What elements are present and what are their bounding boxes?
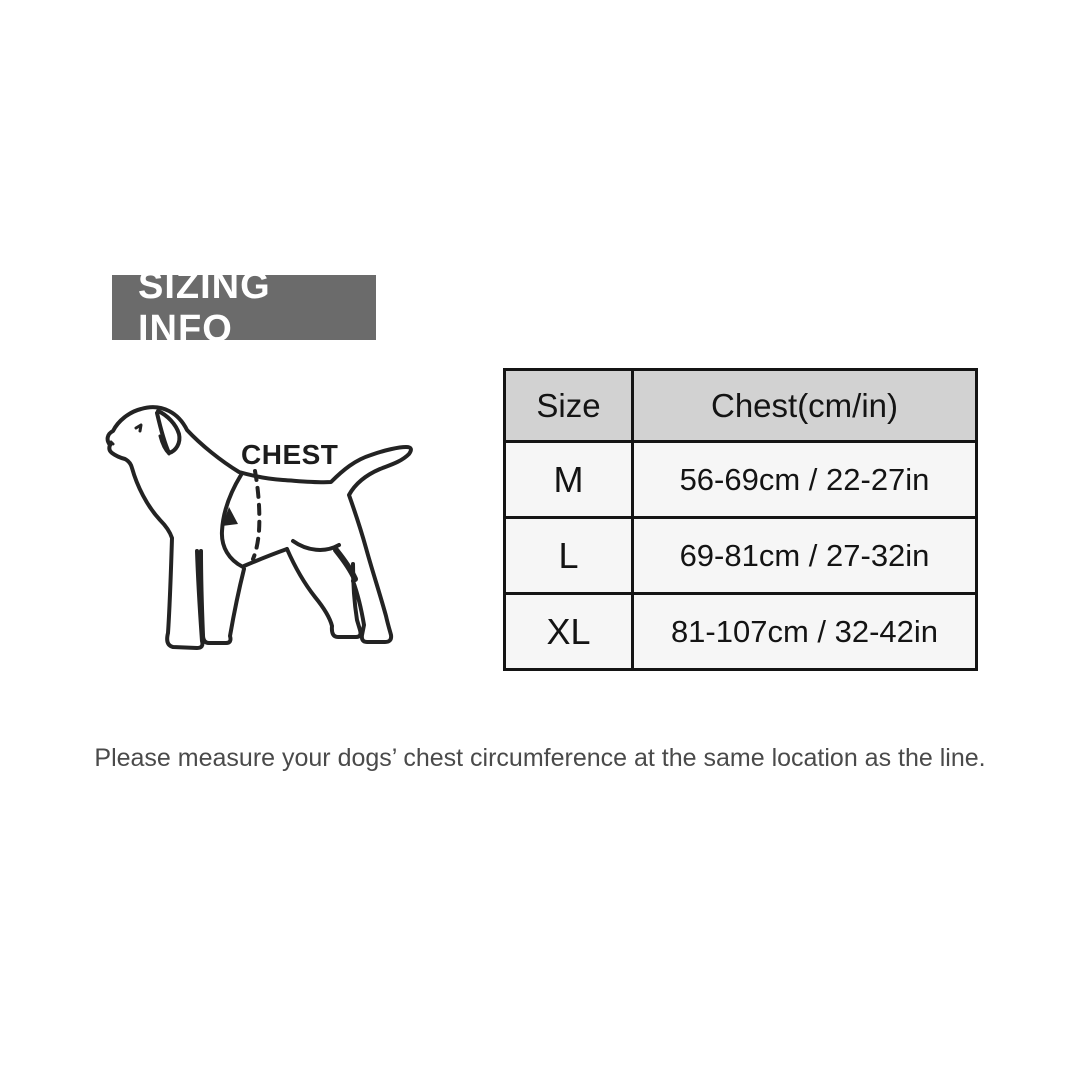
chest-measure-line-dashed — [253, 471, 259, 559]
column-header-size: Size — [505, 370, 633, 442]
sizing-table — [503, 368, 978, 671]
size-cell: XL — [505, 594, 633, 670]
dog-chest-front-leg-outline — [109, 445, 202, 648]
table-row-l — [505, 518, 977, 594]
chest-cell: 69-81cm / 27-32in — [633, 518, 977, 594]
sizing-info-title-banner — [112, 264, 376, 350]
chest-cell: 56-69cm / 22-27in — [633, 442, 977, 518]
chest-cell: 81-107cm / 32-42in — [633, 594, 977, 670]
table-row-m — [505, 442, 977, 518]
size-cell: L — [505, 518, 633, 594]
measurement-instruction-note: Please measure your dogs’ chest circumference at the same location as the line. — [94, 744, 986, 772]
page-title: SIZING INFO — [138, 264, 271, 350]
table-row-xl — [505, 594, 977, 670]
dog-outline-illustration — [103, 398, 448, 663]
dog-thigh-muscle-line — [293, 541, 339, 550]
table-header-row — [505, 370, 977, 442]
column-header-chest: Chest(cm/in) — [633, 370, 977, 442]
dog-measurement-diagram — [103, 398, 448, 663]
dog-eye — [136, 425, 141, 431]
dog-nostril — [111, 442, 113, 444]
dog-near-hind-leg — [287, 549, 361, 637]
dog-belly-line — [244, 549, 287, 566]
size-cell: M — [505, 442, 633, 518]
chest-label: CHEST — [241, 439, 339, 470]
